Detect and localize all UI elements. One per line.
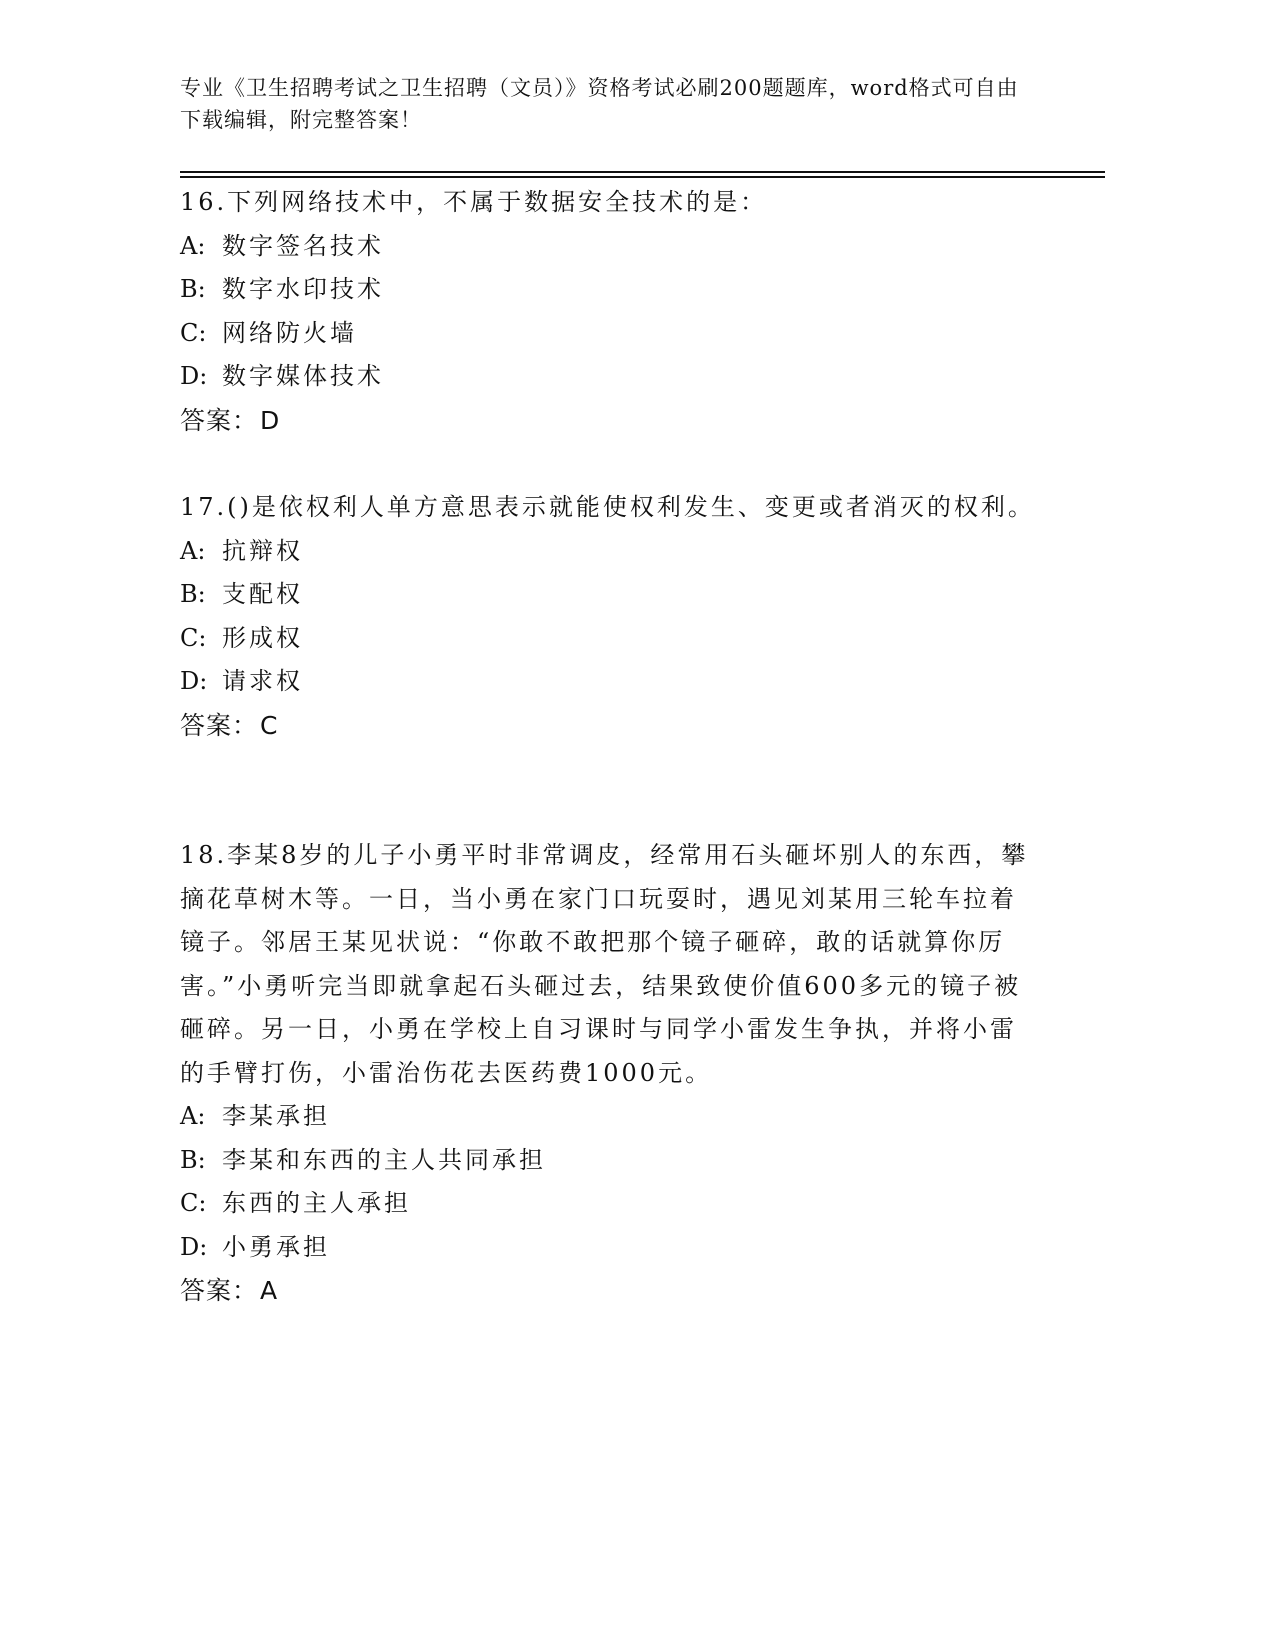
option-letter: C:: [180, 623, 207, 652]
document-intro: 专业《卫生招聘考试之卫生招聘（文员）》资格考试必刷200题题库，word格式可自由下载编辑，附完整答案！: [180, 76, 1019, 132]
answer-value: A: [260, 1276, 279, 1305]
option-text: 抗辩权: [222, 536, 303, 565]
option-b: [180, 573, 1040, 617]
question-16: [180, 181, 1040, 442]
question-stem: 17.()是依权利人单方意思表示就能使权利发生、变更或者消灭的权利。: [180, 493, 1035, 521]
option-c: [180, 312, 1040, 356]
option-b: [180, 1139, 1040, 1183]
option-text: 数字媒体技术: [222, 362, 384, 390]
option-a: [180, 1095, 1040, 1139]
option-letter: B:: [180, 275, 206, 303]
option-text: 李某和东西的主人共同承担: [222, 1145, 546, 1174]
option-text: 请求权: [222, 667, 303, 695]
option-letter: C:: [180, 318, 207, 347]
answer-label: 答案：: [180, 1276, 259, 1305]
header-divider-top: [180, 171, 1105, 173]
question-18: [180, 834, 1040, 1313]
option-letter: B:: [180, 1145, 206, 1174]
option-a: [180, 530, 1040, 574]
option-text: 数字签名技术: [222, 231, 384, 260]
option-letter: A:: [180, 1102, 206, 1130]
option-letter: D:: [180, 1232, 208, 1261]
option-d: [180, 1226, 1040, 1270]
option-a: [180, 225, 1040, 269]
answer-line: [180, 704, 1040, 748]
question-stem: 16.下列网络技术中，不属于数据安全技术的是：: [180, 188, 768, 216]
option-text: 小勇承担: [222, 1232, 330, 1261]
header-divider-bottom: [180, 176, 1105, 178]
option-text: 数字水印技术: [222, 275, 384, 303]
answer-value: D: [260, 405, 281, 435]
option-letter: C:: [180, 1189, 207, 1217]
option-letter: A:: [180, 536, 206, 565]
question-stem: 18.李某8岁的儿子小勇平时非常调皮，经常用石头砸坏别人的东西，攀摘花草树木等。一日，当小勇在家门口玩耍时，遇见刘某用三轮车拉着镜子。邻居王某见状说：“你敢不敢把那个镜子砸碎，敢的话就算你厉害。”小勇听完当即就拿起石头砸过去，结果致使价值600多元的镜子被砸碎。另一日，小勇在学校上自习课时与同学小雷发生争执，并将小雷的手臂打伤，小雷治伤花去医药费1000元。: [180, 841, 1029, 1087]
option-letter: B:: [180, 580, 206, 608]
answer-line: [180, 1269, 1040, 1313]
option-d: [180, 660, 1040, 704]
option-text: 东西的主人承担: [222, 1189, 411, 1217]
option-letter: A:: [180, 231, 206, 260]
answer-line: [180, 399, 1040, 443]
option-text: 李某承担: [222, 1102, 330, 1130]
option-b: [180, 268, 1040, 312]
answer-label: 答案：: [180, 710, 259, 740]
option-letter: D:: [180, 667, 208, 695]
answer-label: 答案：: [180, 405, 259, 435]
option-text: 网络防火墙: [222, 318, 357, 347]
answer-value: C: [260, 710, 279, 740]
option-c: [180, 1182, 1040, 1226]
option-text: 支配权: [222, 580, 303, 608]
option-text: 形成权: [222, 623, 303, 652]
option-letter: D:: [180, 362, 208, 390]
option-c: [180, 617, 1040, 661]
option-d: [180, 355, 1040, 399]
question-17: [180, 486, 1040, 747]
